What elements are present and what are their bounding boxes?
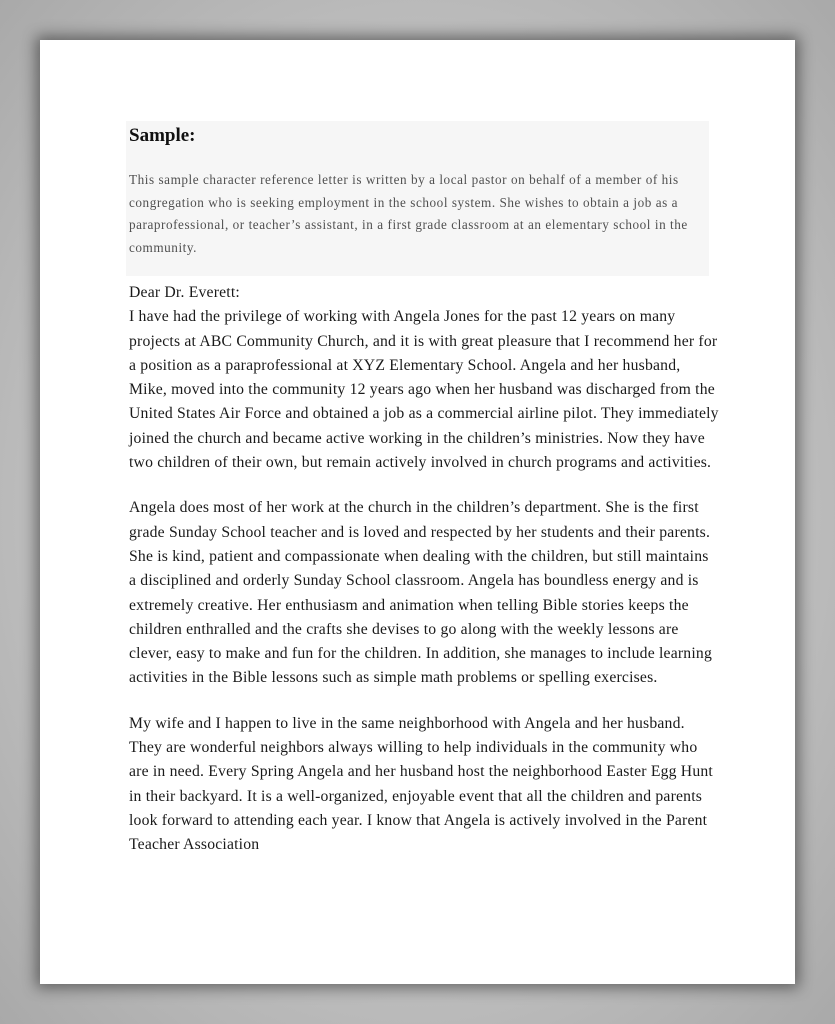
- letter-paragraph-2: Angela does most of her work at the church in the children’s department. She is the first grade Sunday School teacher and is loved and respected by her students and their parents. She is kind, patient and compassionate when dealing with the children, but still maintains a disciplined and orderly Sunday School classroom. Angela has boundless energy and is extremely creative. Her enthusiasm and animation when telling Bible stories keeps the children enthralled and the crafts she devises to go along with the weekly lessons are clever, easy to make and fun for the children. In addition, she manages to include learning activities in the Bible lessons such as simple math problems or spelling exercises.: [129, 499, 712, 687]
- sample-heading: Sample:: [129, 125, 196, 146]
- letter-paragraph-3: My wife and I happen to live in the same neighborhood with Angela and her husband. They are wonderful neighbors always willing to help individuals in the community who are in need. Every Spring Angela and her husband host the neighborhood Easter Egg Hunt in their backyard. It is a well-organized, enjoyable event that all the children and parents look forward to attending each year. I know that Angela is actively involved in the Parent Teacher Association: [129, 714, 713, 854]
- document-page: [40, 40, 795, 984]
- letter-paragraph-1: I have had the privilege of working with Angela Jones for the past 12 years on many projects at ABC Community Church, and it is with great pleasure that I recommend her for a position as a paraprofessional at XYZ Elementary School. Angela and her husband, Mike, moved into the community 12 years ago when her husband was discharged from the United States Air Force and obtained a job as a commercial airline pilot. They immediately joined the church and became active working in the children’s ministries. Now they have two children of their own, but remain actively involved in church programs and activities.: [129, 308, 719, 472]
- letter-body: [129, 281, 719, 858]
- sample-callout: [126, 121, 709, 276]
- letter-salutation: Dear Dr. Everett:: [129, 284, 240, 301]
- sample-description: This sample character reference letter is written by a local pastor on behalf of a member of his congregation who is seeking employment in the school system. She wishes to obtain a job as a paraprofessional, or teacher’s assistant, in a first grade classroom at an elementary school in the community.: [129, 172, 688, 255]
